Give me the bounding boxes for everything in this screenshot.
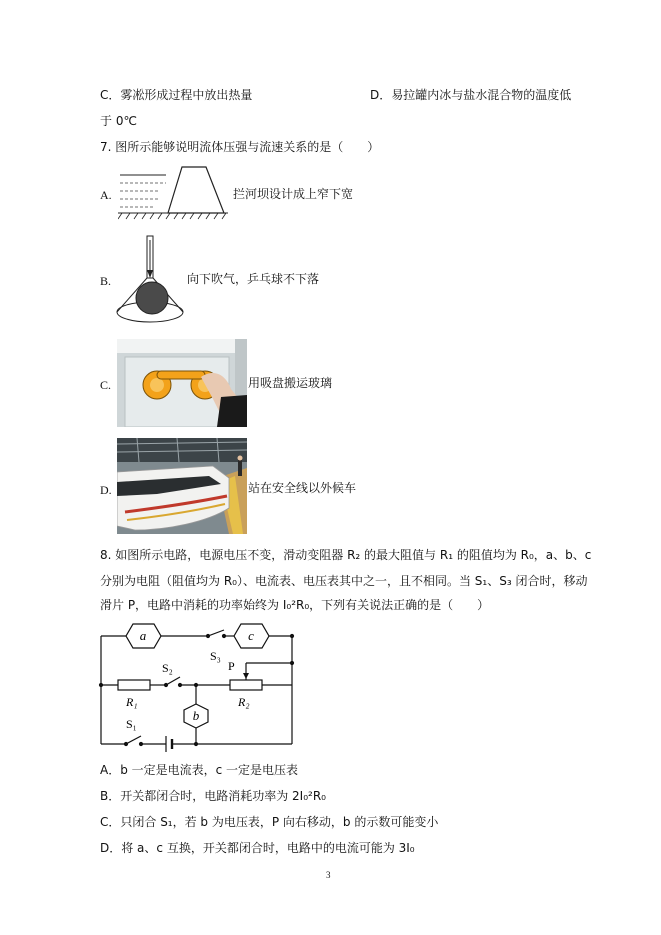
- q7-option-c-letter: C.: [100, 378, 112, 392]
- prev-option-c: C．雾凇形成过程中放出热量: [100, 88, 253, 102]
- q7-option-c-text: 用吸盘搬运玻璃: [248, 376, 333, 390]
- suction-cup-photo: [117, 339, 247, 427]
- resistor-r1-label: R₁: [126, 695, 138, 709]
- q7-option-d-text: 站在安全线以外候车: [248, 481, 357, 495]
- prev-option-d: D．易拉罐内冰与盐水混合物的温度低: [370, 88, 572, 102]
- meter-c-label: c: [248, 628, 254, 643]
- switch-s3-label: S₃: [210, 649, 221, 663]
- rheostat-r2-label: R₂: [238, 695, 250, 709]
- circuit-diagram: [96, 618, 298, 752]
- switch-s1-label: S₁: [126, 717, 137, 731]
- dam-figure: [118, 165, 230, 221]
- question-8-stem-line-2: 分别为电阻（阻值均为 R₀）、电流表、电压表其中之一，且不相同。当 S₁、S₃ 闭合时，移动: [100, 574, 588, 588]
- meter-b-label: b: [192, 708, 200, 723]
- q8-option-b: B．开关都闭合时，电路消耗功率为 2I₀²R₀: [100, 789, 326, 803]
- meter-a-label: a: [139, 628, 147, 643]
- q7-option-b-text: 向下吹气，乒乓球不下落: [187, 272, 320, 286]
- q7-option-d-letter: D.: [100, 483, 112, 497]
- high-speed-train-photo: [117, 438, 247, 534]
- q7-option-a-letter: A.: [100, 188, 112, 202]
- q8-option-d: D．将 a、c 互换，开关都闭合时，电路中的电流可能为 3I₀: [100, 841, 415, 855]
- slider-p-label: P: [228, 659, 235, 673]
- funnel-ball-figure: [114, 234, 186, 326]
- question-8-stem-line-3: 滑片 P，电路中消耗的功率始终为 I₀²R₀，下列有关说法正确的是（ ）: [100, 598, 490, 612]
- switch-s2-label: S₂: [162, 661, 173, 675]
- question-7-stem: 7. 图所示能够说明流体压强与流速关系的是（ ）: [100, 140, 380, 154]
- page-number: 3: [326, 870, 331, 880]
- question-8-stem-line-1: 8. 如图所示电路，电源电压不变，滑动变阻器 R₂ 的最大阻值与 R₁ 的阻值均为 R₀，a、b、c: [100, 548, 592, 562]
- q8-option-c: C．只闭合 S₁，若 b 为电压表，P 向右移动，b 的示数可能变小: [100, 815, 439, 829]
- q7-option-b-letter: B.: [100, 274, 112, 288]
- prev-option-d-continuation: 于 0℃: [100, 114, 137, 128]
- q8-option-a: A．b 一定是电流表，c 一定是电压表: [100, 763, 299, 777]
- q7-option-a-text: 拦河坝设计成上窄下宽: [233, 187, 354, 201]
